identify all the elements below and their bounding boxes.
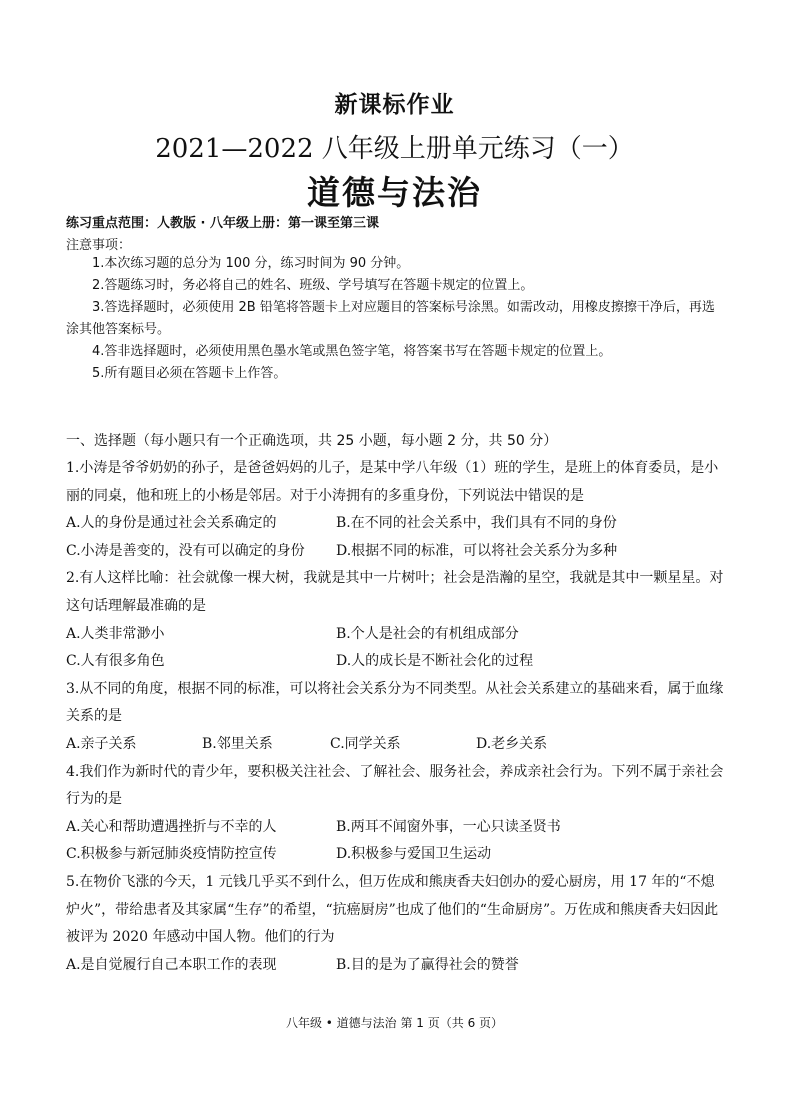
question-2 bbox=[66, 565, 728, 675]
note-item: 2.答题练习时，务必将自己的姓名、班级、学号填写在答题卡规定的位置上。 bbox=[92, 278, 534, 293]
note-item: 3.答选择题时，必须使用 2B 铅笔将答题卡上对应题目的答案标号涂黑。如需改动，用橡皮擦擦干净后，再选涂其他答案标号。 bbox=[66, 300, 715, 337]
option-d: D.根据不同的标准，可以将社会关系分为多种 bbox=[336, 542, 618, 559]
question-list bbox=[66, 455, 728, 979]
question-1 bbox=[66, 455, 728, 565]
option-c: C.小涛是善变的，没有可以确定的身份 bbox=[66, 542, 305, 559]
question-4 bbox=[66, 759, 728, 869]
option-c: C.同学关系 bbox=[330, 735, 401, 752]
question-stem: 1.小涛是爷爷奶奶的孙子，是爸爸妈妈的儿子，是某中学八年级（1）班的学生，是班上的体育委员，是小丽的同桌，他和班上的小杨是邻居。对于小涛拥有的多重身份，下列说法中错误的是 bbox=[66, 460, 719, 504]
option-a: A.人类非常渺小 bbox=[66, 625, 165, 642]
option-a: A.是自觉履行自己本职工作的表现 bbox=[66, 956, 277, 973]
notes-list bbox=[66, 253, 726, 385]
note-item: 5.所有题目必须在答题卡上作答。 bbox=[92, 366, 287, 381]
question-stem: 5.在物价飞涨的今天，1 元钱几乎买不到什么，但万佐成和熊庚香夫妇创办的爱心厨房，用 17 年的“不熄炉火”，带给患者及其家属“生存”的希望，“抗癌厨房”也成了他们的“生命厨房”。万佐成和熊庚香夫妇因此被评为 2020 年感动中国人物。他们的行为 bbox=[66, 873, 719, 946]
exam-title: 2021—2022 八年级上册单元练习（一） bbox=[155, 134, 634, 164]
question-3 bbox=[66, 676, 728, 759]
option-group bbox=[66, 814, 728, 869]
option-group bbox=[66, 952, 728, 980]
section-title: 一、选择题（每小题只有一个正确选项，共 25 小题，每小题 2 分，共 50 分） bbox=[66, 433, 558, 449]
option-group bbox=[66, 621, 728, 676]
option-b: B.目的是为了赢得社会的赞誉 bbox=[336, 956, 519, 973]
question-stem: 3.从不同的角度，根据不同的标准，可以将社会关系分为不同类型。从社会关系建立的基础来看，属于血缘关系的是 bbox=[66, 680, 724, 725]
notes-title: 注意事项： bbox=[66, 238, 132, 253]
option-c: C.积极参与新冠肺炎疫情防控宣传 bbox=[66, 846, 277, 863]
option-b: B.在不同的社会关系中，我们具有不同的身份 bbox=[336, 515, 617, 532]
subject-title: 道德与法治 bbox=[307, 173, 482, 212]
option-b: B.个人是社会的有机组成部分 bbox=[336, 625, 519, 642]
option-b: B.邻里关系 bbox=[202, 735, 273, 752]
practice-scope: 练习重点范围：人教版 · 八年级上册：第一课至第三课 bbox=[66, 216, 379, 231]
question-stem: 2.有人这样比喻：社会就像一棵大树，我就是其中一片树叶；社会是浩瀚的星空，我就是其中一颗星星。对这句话理解最准确的是 bbox=[66, 570, 724, 614]
option-a: A.亲子关系 bbox=[66, 735, 137, 752]
series-title: 新课标作业 bbox=[334, 92, 455, 118]
option-group bbox=[66, 510, 728, 565]
option-d: D.老乡关系 bbox=[476, 735, 548, 752]
page-footer: 八年级 • 道德与法治 第 1 页（共 6 页） bbox=[285, 1016, 504, 1030]
question-stem: 4.我们作为新时代的青少年，要积极关注社会、了解社会、服务社会，养成亲社会行为。下列不属于亲社会行为的是 bbox=[66, 763, 724, 808]
option-c: C.人有很多角色 bbox=[66, 653, 165, 670]
option-a: A.人的身份是通过社会关系确定的 bbox=[66, 515, 277, 532]
option-d: D.积极参与爱国卫生运动 bbox=[336, 846, 492, 863]
option-d: D.人的成长是不断社会化的过程 bbox=[336, 653, 534, 670]
option-group bbox=[66, 731, 728, 759]
note-item: 1.本次练习题的总分为 100 分，练习时间为 90 分钟。 bbox=[92, 256, 410, 271]
question-5 bbox=[66, 869, 728, 979]
option-a: A.关心和帮助遭遇挫折与不幸的人 bbox=[66, 818, 277, 835]
option-b: B.两耳不闻窗外事，一心只读圣贤书 bbox=[336, 818, 561, 835]
note-item: 4.答非选择题时，必须使用黑色墨水笔或黑色签字笔，将答案书写在答题卡规定的位置上。 bbox=[92, 344, 612, 359]
